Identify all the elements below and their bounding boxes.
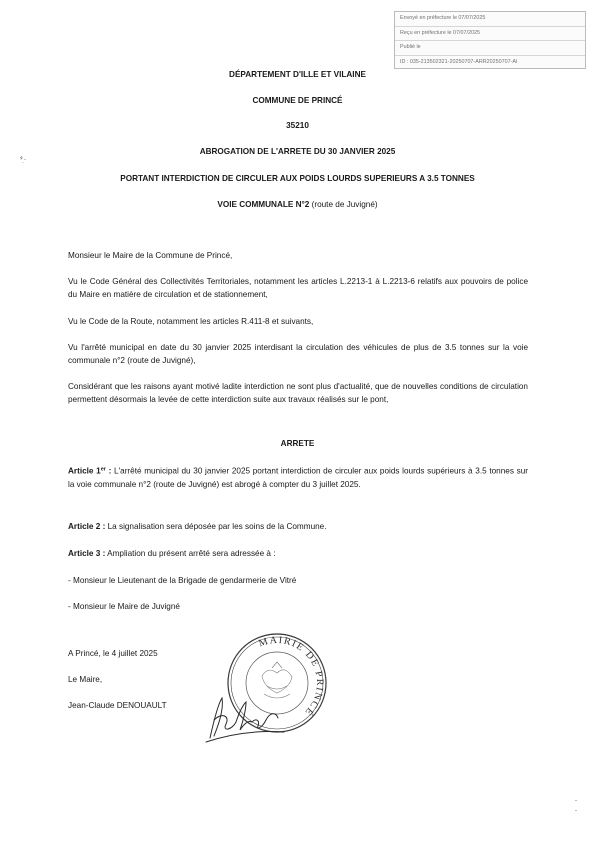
margin-mark: - (575, 808, 577, 814)
road-detail: (route de Juvigné) (309, 200, 378, 209)
recital-considerant: Considérant que les raisons ayant motivé ladite interdiction ne sont plus d'actualité, que de nouvelles conditions de circulation permettent désormais la levée de cette interdiction suite aux travaux réalisés sur le pont, (68, 382, 528, 405)
margin-mark: ⸗ (18, 152, 25, 163)
postcode-heading: 35210 (286, 121, 309, 130)
document-title-line2: PORTANT INTERDICTION DE CIRCULER AUX POIDS LOURDS SUPERIEURS A 3.5 TONNES (120, 174, 475, 183)
recital-previous-arrete: Vu l'arrêté municipal en date du 30 janvier 2025 interdisant la circulation des véhicules de plus de 3.5 tonnes sur la voie communale n°2 (route de Juvigné), (68, 343, 528, 366)
commune-heading: COMMUNE DE PRINCÉ (252, 96, 343, 105)
recital-cgct: Vu le Code Général des Collectivités Territoriales, notamment les articles L.2213-1 à L.2213-6 relatifs aux pouvoirs de police du Maire en matière de circulation et de stationnement, (68, 277, 528, 300)
article-1-sep: : (105, 466, 112, 476)
article-2 (68, 520, 528, 533)
prefecture-stamp (394, 11, 586, 69)
article-1-label: Article 1 (68, 466, 101, 476)
document-title-line1: ABROGATION DE L'ARRETE DU 30 JANVIER 2025 (199, 147, 396, 156)
article-3-text: Ampliation du présent arrêté sera adressée à : (105, 549, 276, 558)
stamp-published: Publié le (395, 41, 585, 56)
stamp-id: ID : 035-213502321-20250707-ARR20250707-AI (400, 58, 518, 65)
handwritten-signature (200, 690, 290, 745)
document-title-line3 (0, 200, 595, 209)
recital-code-route: Vu le Code de la Route, notamment les articles R.411-8 et suivants, (68, 317, 314, 326)
mayor-intro: Monsieur le Maire de la Commune de Princé, (68, 251, 233, 260)
article-2-label: Article 2 : (68, 522, 106, 531)
signatory-name: Jean-Claude DENOUAULT (68, 701, 167, 710)
margin-mark: - (575, 798, 577, 804)
signatory-role: Le Maire, (68, 675, 103, 684)
article-2-text: La signalisation sera déposée par les soins de la Commune. (105, 522, 327, 531)
place-date: A Princé, le 4 juillet 2025 (68, 649, 158, 658)
arrete-heading: ARRETE (280, 439, 315, 448)
recipient-juvigne: - Monsieur le Maire de Juvigné (68, 602, 180, 611)
article-1-sup: er (100, 466, 106, 472)
road-name: VOIE COMMUNALE N°2 (217, 200, 310, 209)
article-3-label: Article 3 : (68, 549, 106, 558)
article-1-text: L'arrêté municipal du 30 janvier 2025 portant interdiction de circuler aux poids lourds supérieurs à 3.5 tonnes sur la voie communale n°2 (route de Juvigné) est abrogé à compter du 3 juillet 2025. (68, 466, 528, 490)
recipient-gendarmerie: - Monsieur le Lieutenant de la Brigade de gendarmerie de Vitré (68, 576, 297, 585)
article-3 (68, 547, 528, 560)
department-heading: DÉPARTEMENT D'ILLE ET VILAINE (229, 70, 366, 79)
seal-text: MAIRIE DE PRINCÉ (257, 634, 326, 719)
stamp-received-date: Reçu en préfecture le 07/07/2025 (395, 27, 585, 42)
stamp-sent-date: Envoyé en préfecture le 07/07/2025 (395, 12, 585, 27)
article-1 (68, 463, 528, 492)
margin-mark: ·ˊ (22, 160, 26, 166)
